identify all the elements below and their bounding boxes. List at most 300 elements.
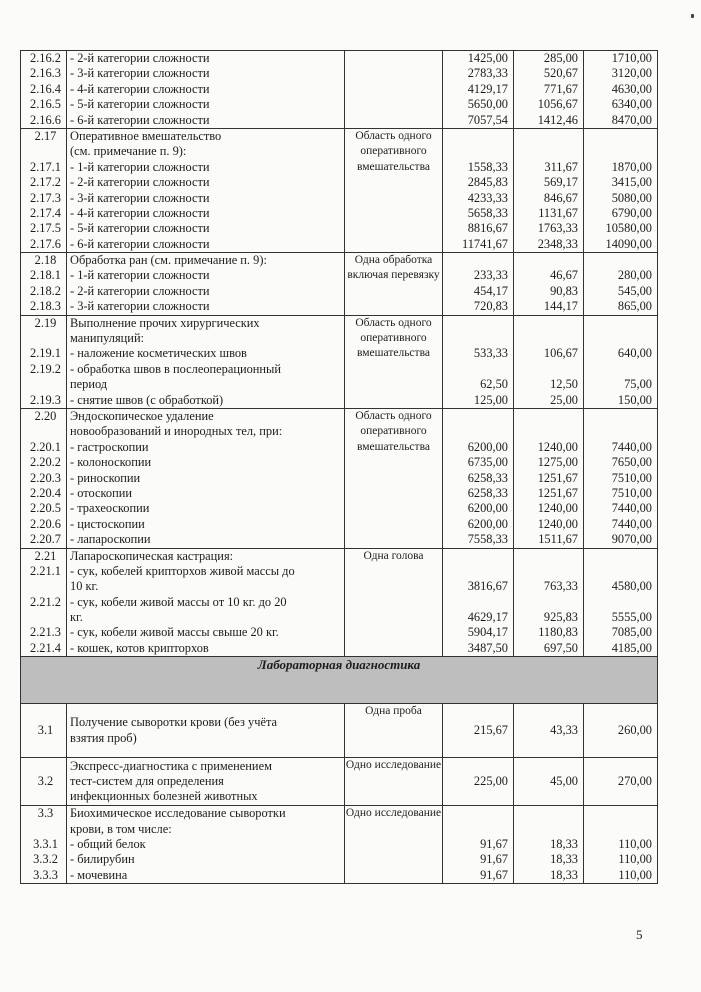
vat-value: [514, 409, 578, 424]
service-line: - билирубин: [70, 852, 135, 867]
price-value: 225,00: [473, 774, 508, 789]
service-line: крови, в том числе:: [70, 821, 172, 836]
code-line: 2.20.6: [30, 516, 61, 531]
price-value: [443, 564, 508, 579]
service-cell: [67, 128, 345, 252]
vat-value: 18,33: [550, 837, 578, 852]
service-line: - 5-й категории сложности: [70, 97, 210, 112]
price-value: 6200,00: [467, 501, 508, 516]
service-cell: [67, 315, 345, 408]
total-value: 6340,00: [611, 97, 652, 112]
service-cell: [67, 704, 345, 758]
service-line: - 4-й категории сложности: [70, 205, 210, 220]
total-value: 7650,00: [611, 455, 652, 470]
service-line: - 2-й категории сложности: [70, 51, 210, 65]
vat-cell: [514, 51, 584, 129]
section-title: Лабораторная диагностика: [21, 657, 658, 704]
price-cell: [443, 758, 514, 806]
vat-value: 1763,33: [537, 221, 578, 236]
code-line: [25, 424, 66, 439]
code-cell: [21, 548, 67, 657]
code-line: 2.20.2: [30, 455, 61, 470]
price-value: 62,50: [480, 377, 508, 392]
total-value: [584, 253, 652, 268]
total-value: 10580,00: [605, 221, 652, 236]
price-value: 7558,33: [467, 532, 508, 547]
total-value: 865,00: [617, 299, 652, 314]
total-value: 1710,00: [611, 51, 652, 65]
vat-cell: [514, 806, 584, 884]
vat-value: [514, 564, 578, 579]
code-line: 2.21.1: [30, 563, 61, 578]
price-value: 4629,17: [467, 610, 508, 625]
price-value: [443, 331, 508, 346]
price-cell: [443, 315, 514, 408]
code-line: 3.3.1: [33, 837, 58, 852]
price-value: 91,67: [480, 837, 508, 852]
price-value: 1558,33: [467, 159, 508, 174]
code-line: 2.20.1: [30, 439, 61, 454]
total-value: [584, 822, 652, 837]
vat-value: [514, 253, 578, 268]
vat-value: 46,67: [550, 268, 578, 283]
vat-value: 1412,46: [537, 112, 578, 127]
service-line: - 1-й категории сложности: [70, 159, 210, 174]
total-value: [584, 362, 652, 377]
code-line: 2.17.5: [30, 221, 61, 236]
price-value: [443, 822, 508, 837]
price-value: 3816,67: [467, 579, 508, 594]
total-value: 5080,00: [611, 190, 652, 205]
service-line: тест-систем для определения: [70, 774, 224, 789]
service-line: - отоскопии: [70, 485, 132, 500]
code-line: 3.1: [37, 723, 54, 738]
service-line: Оперативное вмешательство: [70, 128, 222, 143]
vat-value: 90,83: [550, 283, 578, 298]
table-row: [21, 51, 658, 129]
code-line: 2.17.2: [30, 175, 61, 190]
service-line: новообразований и инородных тел, при:: [70, 424, 283, 439]
price-value: 5650,00: [467, 97, 508, 112]
code-line: 2.20.7: [30, 532, 61, 547]
code-line: 2.21.2: [30, 594, 61, 609]
code-line: 2.16.6: [30, 112, 61, 127]
total-value: 7440,00: [611, 439, 652, 454]
vat-value: 1056,67: [537, 97, 578, 112]
price-value: 91,67: [480, 867, 508, 882]
price-value: [443, 129, 508, 144]
unit-cell: Одна обработка включая перевязку: [345, 253, 443, 316]
total-cell: [584, 806, 658, 884]
vat-value: [514, 424, 578, 439]
price-value: 6735,00: [467, 455, 508, 470]
code-line: 2.19.1: [30, 346, 61, 361]
vat-value: 2348,33: [537, 236, 578, 251]
service-line: инфекционных болезней животных: [70, 789, 258, 804]
table-row: [21, 315, 658, 408]
service-line: - обработка швов в послеоперационный: [70, 361, 282, 376]
code-line: 2.20.5: [30, 501, 61, 516]
total-cell: [584, 51, 658, 129]
total-value: 9070,00: [611, 532, 652, 547]
price-value: 454,17: [473, 283, 508, 298]
total-cell: [584, 315, 658, 408]
code-line: 2.17: [34, 128, 57, 143]
vat-value: [514, 331, 578, 346]
vat-value: 763,33: [543, 579, 578, 594]
table-row: [21, 806, 658, 884]
total-value: 7440,00: [611, 516, 652, 531]
vat-value: 144,17: [543, 299, 578, 314]
service-line: - сук, кобели живой массы от 10 кг. до 20: [70, 594, 287, 609]
vat-value: [514, 822, 578, 837]
vat-value: 106,67: [543, 346, 578, 361]
table-row: [21, 408, 658, 548]
service-line: - 6-й категории сложности: [70, 236, 210, 251]
total-value: 4185,00: [611, 640, 652, 655]
vat-value: 1275,00: [537, 455, 578, 470]
price-value: [443, 316, 508, 331]
service-line: - общий белок: [70, 837, 146, 852]
code-line: [25, 377, 66, 392]
service-line: - 3-й категории сложности: [70, 66, 210, 81]
unit-cell: Область одного оперативного вмешательства: [345, 128, 443, 252]
total-value: 3415,00: [611, 175, 652, 190]
vat-value: [514, 129, 578, 144]
vat-cell: [514, 548, 584, 657]
total-value: [584, 595, 652, 610]
total-value: 8470,00: [611, 112, 652, 127]
vat-value: 12,50: [550, 377, 578, 392]
price-value: 1425,00: [467, 51, 508, 65]
surgery-section: [21, 51, 658, 657]
price-value: 533,33: [473, 346, 508, 361]
service-line: - 2-й категории сложности: [70, 175, 210, 190]
total-value: 280,00: [617, 268, 652, 283]
scan-speck: [691, 14, 694, 18]
vat-value: [514, 316, 578, 331]
service-line: - 6-й категории сложности: [70, 112, 210, 127]
service-line: - цистоскопии: [70, 516, 145, 531]
total-value: 75,00: [624, 377, 652, 392]
price-table: [20, 50, 658, 884]
total-cell: [584, 758, 658, 806]
code-line: 2.17.3: [30, 190, 61, 205]
vat-cell: [514, 408, 584, 548]
total-value: [584, 316, 652, 331]
price-cell: [443, 51, 514, 129]
service-line: Лапароскопическая кастрация:: [70, 548, 234, 563]
vat-value: 1240,00: [537, 501, 578, 516]
total-value: 7440,00: [611, 501, 652, 516]
service-line: 10 кг.: [70, 579, 99, 594]
vat-value: 43,33: [550, 723, 578, 738]
total-cell: [584, 704, 658, 758]
service-cell: [67, 51, 345, 129]
price-value: [443, 549, 508, 564]
price-value: [443, 362, 508, 377]
page-number: 5: [636, 927, 643, 942]
price-value: 6258,33: [467, 485, 508, 500]
total-value: [584, 806, 652, 821]
code-line: 2.20: [34, 408, 57, 423]
total-value: 7510,00: [611, 470, 652, 485]
code-line: 3.3: [37, 806, 54, 821]
vat-value: 925,83: [543, 610, 578, 625]
price-cell: [443, 253, 514, 316]
vat-value: 1251,67: [537, 485, 578, 500]
price-value: 5904,17: [467, 625, 508, 640]
price-value: 2845,83: [467, 175, 508, 190]
vat-value: 1511,67: [538, 532, 578, 547]
service-line: - сук, кобелей крипторхов живой массы до: [70, 563, 295, 578]
table-row: [21, 758, 658, 806]
vat-value: 1251,67: [537, 470, 578, 485]
service-line: - 4-й категории сложности: [70, 81, 210, 96]
vat-value: [514, 549, 578, 564]
code-line: 2.17.1: [30, 159, 61, 174]
service-line: - колоноскопии: [70, 455, 152, 470]
table-row: [21, 253, 658, 316]
service-line: - кошек, котов крипторхов: [70, 640, 209, 655]
service-cell: [67, 253, 345, 316]
price-value: 3487,50: [467, 640, 508, 655]
code-line: 2.21.4: [30, 640, 61, 655]
total-value: 14090,00: [605, 236, 652, 251]
service-line: - 1-й категории сложности: [70, 268, 210, 283]
vat-value: 18,33: [550, 867, 578, 882]
service-line: - трахеоскопии: [70, 501, 150, 516]
service-line: взятия проб): [70, 730, 137, 745]
total-value: [584, 129, 652, 144]
price-value: 2783,33: [467, 66, 508, 81]
vat-value: 569,17: [543, 175, 578, 190]
vat-value: 1240,00: [537, 516, 578, 531]
price-value: 8816,67: [467, 221, 508, 236]
vat-value: 1240,00: [537, 439, 578, 454]
unit-cell: Область одного оперативного вмешательства: [345, 408, 443, 548]
price-value: 125,00: [473, 392, 508, 407]
vat-value: 285,00: [543, 51, 578, 65]
total-value: [584, 409, 652, 424]
vat-value: 1131,67: [538, 205, 578, 220]
total-cell: [584, 253, 658, 316]
price-value: [443, 409, 508, 424]
code-cell: [21, 128, 67, 252]
price-value: 4129,17: [467, 81, 508, 96]
total-value: 110,00: [618, 852, 652, 867]
price-cell: [443, 128, 514, 252]
total-value: [584, 564, 652, 579]
price-value: 7057,54: [467, 112, 508, 127]
total-value: [584, 424, 652, 439]
price-value: 11741,67: [461, 236, 508, 251]
table-row: [21, 704, 658, 758]
vat-value: 311,67: [544, 159, 578, 174]
vat-value: 1180,83: [538, 625, 578, 640]
service-line: - 2-й категории сложности: [70, 283, 210, 298]
price-cell: [443, 408, 514, 548]
vat-value: 45,00: [550, 774, 578, 789]
price-value: 720,83: [473, 299, 508, 314]
total-cell: [584, 408, 658, 548]
vat-cell: [514, 704, 584, 758]
code-cell: [21, 51, 67, 129]
code-line: 2.16.4: [30, 81, 61, 96]
vat-value: 771,67: [543, 81, 578, 96]
price-value: 4233,33: [467, 190, 508, 205]
service-line: Получение сыворотки крови (без учёта: [70, 715, 278, 730]
unit-cell: Одно исследование: [345, 806, 443, 884]
service-line: (см. примечание п. 9):: [70, 144, 187, 159]
code-line: 2.17.4: [30, 205, 61, 220]
price-value: 5658,33: [467, 205, 508, 220]
service-line: - 3-й категории сложности: [70, 299, 210, 314]
code-line: 2.18.1: [30, 268, 61, 283]
code-line: 3.2: [37, 774, 54, 789]
total-value: 260,00: [617, 723, 652, 738]
vat-cell: [514, 253, 584, 316]
vat-value: 846,67: [543, 190, 578, 205]
code-line: 2.18: [34, 253, 57, 268]
price-value: [443, 253, 508, 268]
code-line: 2.21.3: [30, 625, 61, 640]
service-line: - 5-й категории сложности: [70, 221, 210, 236]
code-line: [25, 610, 66, 625]
service-line: - мочевина: [70, 867, 128, 882]
total-value: 4630,00: [611, 81, 652, 96]
total-value: 1870,00: [611, 159, 652, 174]
code-line: 2.20.4: [30, 485, 61, 500]
vat-value: 25,00: [550, 392, 578, 407]
code-cell: [21, 253, 67, 316]
lab-section: [21, 704, 658, 884]
unit-cell: Область одного оперативного вмешательства: [345, 315, 443, 408]
code-line: 2.21: [34, 548, 57, 563]
code-line: 2.19: [34, 315, 57, 330]
code-cell: [21, 315, 67, 408]
service-line: кг.: [70, 610, 83, 625]
code-line: 2.17.6: [30, 236, 61, 251]
total-value: 5555,00: [611, 610, 652, 625]
vat-cell: [514, 315, 584, 408]
service-line: - сук, кобели живой массы свыше 20 кг.: [70, 625, 279, 640]
section-row: [21, 657, 658, 704]
total-value: [584, 331, 652, 346]
service-line: период: [70, 377, 108, 392]
code-line: [25, 331, 66, 346]
unit-cell: Одна голова: [345, 548, 443, 657]
price-value: 6200,00: [467, 439, 508, 454]
code-cell: [21, 408, 67, 548]
service-cell: [67, 758, 345, 806]
price-value: [443, 144, 508, 159]
total-value: [584, 144, 652, 159]
total-value: 270,00: [617, 774, 652, 789]
total-value: 7510,00: [611, 485, 652, 500]
service-line: - 3-й категории сложности: [70, 190, 210, 205]
total-cell: [584, 548, 658, 657]
service-line: Экспресс-диагностика с применением: [70, 758, 272, 773]
vat-value: 18,33: [550, 852, 578, 867]
vat-cell: [514, 758, 584, 806]
table-row: [21, 128, 658, 252]
price-value: 6200,00: [467, 516, 508, 531]
service-line: - наложение косметических швов: [70, 346, 247, 361]
service-line: Обработка ран (см. примечание п. 9):: [70, 253, 267, 268]
vat-value: [514, 806, 578, 821]
price-value: 233,33: [473, 268, 508, 283]
code-line: 2.19.2: [30, 361, 61, 376]
total-value: 6790,00: [611, 205, 652, 220]
unit-cell: [345, 51, 443, 129]
total-value: 545,00: [617, 283, 652, 298]
service-line: - лапароскопии: [70, 532, 151, 547]
total-value: [584, 549, 652, 564]
service-cell: [67, 806, 345, 884]
vat-value: 520,67: [543, 66, 578, 81]
price-value: [443, 595, 508, 610]
price-value: 91,67: [480, 852, 508, 867]
total-cell: [584, 128, 658, 252]
total-value: 7085,00: [611, 625, 652, 640]
price-cell: [443, 704, 514, 758]
code-line: 2.19.3: [30, 392, 61, 407]
total-value: 640,00: [617, 346, 652, 361]
code-line: 2.16.3: [30, 66, 61, 81]
service-cell: [67, 408, 345, 548]
vat-value: [514, 595, 578, 610]
service-line: Биохимическое исследование сыворотки: [70, 806, 286, 821]
total-value: 4580,00: [611, 579, 652, 594]
price-cell: [443, 806, 514, 884]
table-row: [21, 548, 658, 657]
vat-value: 697,50: [543, 640, 578, 655]
total-value: 150,00: [617, 392, 652, 407]
vat-value: [514, 362, 578, 377]
service-line: манипуляций:: [70, 331, 145, 346]
total-value: 110,00: [618, 867, 652, 882]
code-line: [25, 579, 66, 594]
unit-cell: Одно исследование: [345, 758, 443, 806]
price-cell: [443, 548, 514, 657]
price-value: [443, 806, 508, 821]
unit-cell: Одна проба: [345, 704, 443, 758]
code-line: 2.16.2: [30, 51, 61, 65]
total-value: 110,00: [618, 837, 652, 852]
price-value: 6258,33: [467, 470, 508, 485]
total-value: 3120,00: [611, 66, 652, 81]
code-cell: [21, 758, 67, 806]
price-value: 215,67: [473, 723, 508, 738]
vat-value: [514, 144, 578, 159]
price-value: [443, 424, 508, 439]
code-cell: [21, 806, 67, 884]
service-line: - риноскопии: [70, 470, 141, 485]
service-line: Эндоскопическое удаление: [70, 408, 214, 423]
service-line: - гастроскопии: [70, 439, 149, 454]
code-line: 2.18.3: [30, 299, 61, 314]
code-line: 2.18.2: [30, 283, 61, 298]
code-line: 3.3.3: [33, 867, 58, 882]
service-cell: [67, 548, 345, 657]
code-cell: [21, 704, 67, 758]
service-line: Выполнение прочих хирургических: [70, 315, 260, 330]
code-line: [25, 144, 66, 159]
service-line: - снятие швов (с обработкой): [70, 392, 224, 407]
vat-cell: [514, 128, 584, 252]
code-line: 2.16.5: [30, 97, 61, 112]
